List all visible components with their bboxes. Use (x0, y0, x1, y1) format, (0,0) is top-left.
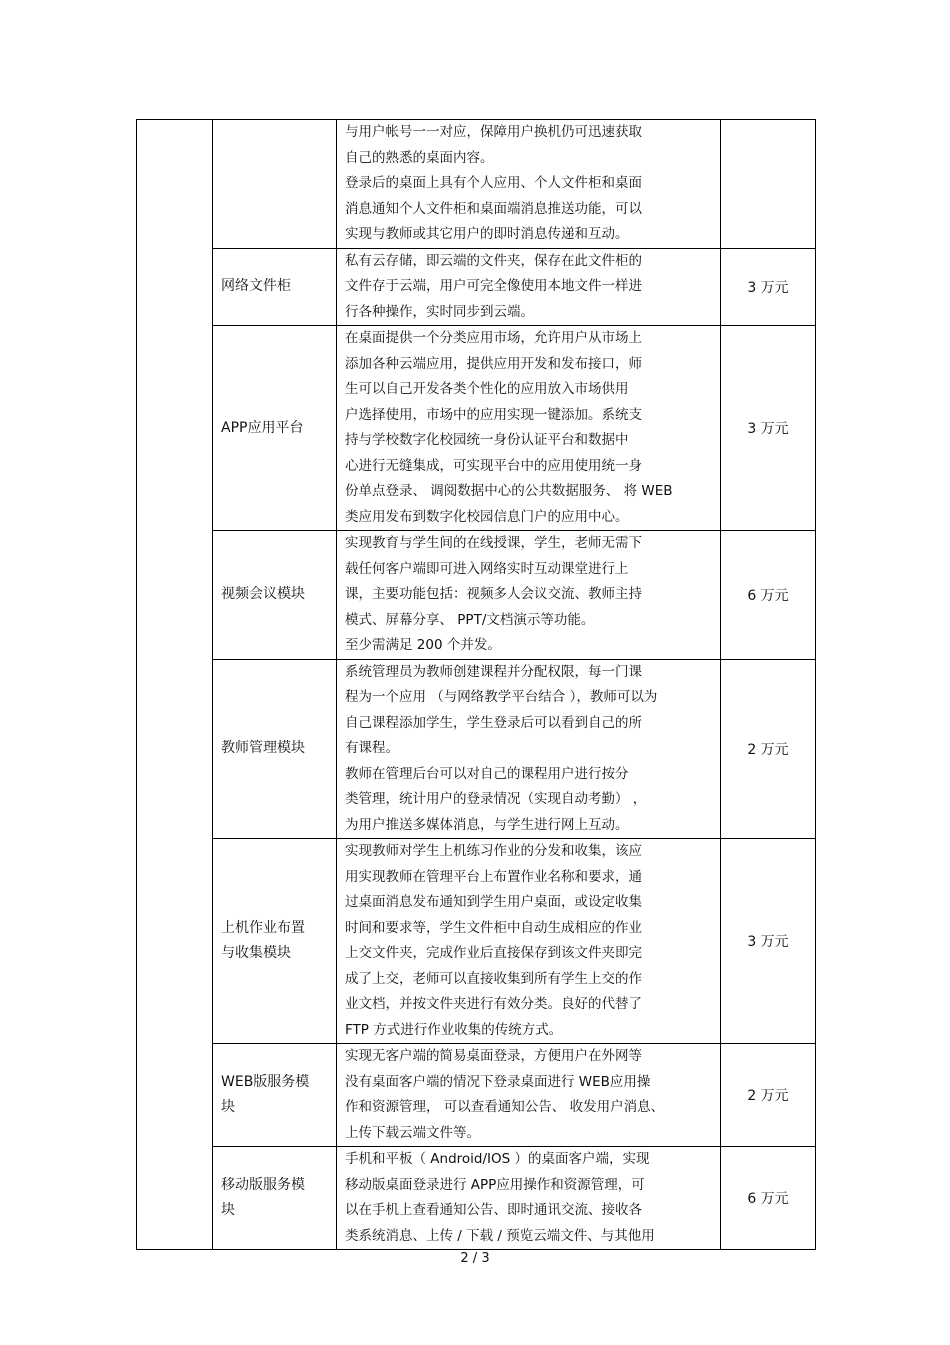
description-line: 心进行无缝集成，可实现平台中的应用使用统一身 (345, 457, 642, 474)
description-line: 实现教育与学生间的在线授课，学生，老师无需下 (345, 535, 642, 551)
description-line: 自己课程添加学生，学生登录后可以看到自己的所 (345, 714, 642, 731)
description-line: 系统管理员为教师创建课程并分配权限，每一门课 (345, 663, 642, 680)
description-line: 私有云存储，即云端的文件夹，保存在此文件柜的 (345, 252, 642, 269)
description-line: 自己的熟悉的桌面内容。 (345, 149, 494, 166)
table-row (137, 531, 816, 660)
description-line: 至少需满足 200 个并发。 (345, 637, 501, 653)
module-name-line: 与收集模块 (221, 945, 291, 961)
description-line: 消息通知个人文件柜和桌面端消息推送功能，可以 (345, 200, 642, 217)
module-price (721, 120, 816, 249)
module-price: 2 万元 (721, 1044, 816, 1147)
description-line: 类系统消息、上传 / 下载 / 预览云端文件、与其他用 (345, 1227, 655, 1244)
description-line: 生可以自己开发各类个性化的应用放入市场供用 (345, 381, 629, 397)
description-line: 添加各种云端应用，提供应用开发和发布接口，师 (345, 355, 642, 372)
module-name (213, 839, 337, 1044)
description-line: 持与学校数字化校园统一身份认证平台和数据中 (345, 432, 629, 448)
description-line: 模式、屏幕分享、 PPT/文档演示等功能。 (345, 611, 595, 628)
description-line: 成了上交，老师可以直接收集到所有学生上交的作 (345, 970, 642, 987)
description-line: 户选择使用，市场中的应用实现一键添加。系统支 (345, 406, 642, 423)
description-line: 以在手机上查看通知公告、即时通讯交流、接收各 (345, 1202, 642, 1218)
module-name (213, 326, 337, 531)
description-line: 没有桌面客户端的情况下登录桌面进行 WEB应用操 (345, 1073, 651, 1090)
spec-table (136, 119, 816, 1250)
description-line: 与用户帐号一一对应，保障用户换机仍可迅速获取 (345, 124, 642, 140)
description-line: 份单点登录、 调阅数据中心的公共数据服务、 将 WEB (345, 483, 673, 499)
module-description (337, 659, 721, 839)
description-line: 有课程。 (345, 740, 399, 756)
module-name-line: WEB版服务模 (221, 1074, 310, 1090)
module-name (213, 659, 337, 839)
module-description (337, 120, 721, 249)
description-line: 上传下载云端文件等。 (345, 1124, 480, 1141)
description-line: 时间和要求等，学生文件柜中自动生成相应的作业 (345, 919, 642, 936)
module-name-line: 视频会议模块 (221, 586, 305, 603)
description-line: 文件存于云端，用户可完全像使用本地文件一样进 (345, 278, 642, 294)
module-name-line: 块 (221, 1202, 235, 1218)
description-line: 移动版桌面登录进行 APP应用操作和资源管理，可 (345, 1176, 645, 1193)
table-row (137, 326, 816, 531)
module-description (337, 248, 721, 326)
description-line: 过桌面消息发布通知到学生用户桌面，或设定收集 (345, 894, 642, 910)
description-line: 用实现教师在管理平台上布置作业名称和要求，通 (345, 868, 642, 885)
module-description (337, 839, 721, 1044)
description-line: 载任何客户端即可进入网络实时互动课堂进行上 (345, 560, 629, 577)
page-number: 2 / 3 (460, 1251, 490, 1266)
module-name-line: 教师管理模块 (221, 740, 305, 757)
description-line: 课，主要功能包括：视频多人会议交流、教师主持 (345, 586, 642, 602)
module-name (213, 1147, 337, 1250)
module-name-line: 上机作业布置 (221, 920, 305, 936)
table-row (137, 120, 816, 249)
description-line: FTP 方式进行作业收集的传统方式。 (345, 1021, 563, 1038)
module-price: 6 万元 (721, 1147, 816, 1250)
description-line: 类管理，统计用户的登录情况（实现自动考勤） ， (345, 791, 647, 807)
module-name (213, 531, 337, 660)
table-row (137, 839, 816, 1044)
description-line: 实现与教师或其它用户的即时消息传递和互动。 (345, 226, 629, 242)
description-line: 上交文件夹，完成作业后直接保存到该文件夹即完 (345, 945, 642, 961)
description-line: 作和资源管理， 可以查看通知公告、 收发用户消息、 (345, 1099, 665, 1115)
module-price: 3 万元 (721, 326, 816, 531)
table-row (137, 659, 816, 839)
description-line: 教师在管理后台可以对自己的课程用户进行按分 (345, 765, 629, 782)
table-row (137, 1044, 816, 1147)
table-row (137, 1147, 816, 1250)
module-price: 2 万元 (721, 659, 816, 839)
module-price: 6 万元 (721, 531, 816, 660)
description-line: 类应用发布到数字化校园信息门户的应用中心。 (345, 508, 629, 525)
description-line: 为用户推送多媒体消息，与学生进行网上互动。 (345, 816, 629, 833)
module-description (337, 1147, 721, 1250)
module-name (213, 120, 337, 249)
table-row (137, 248, 816, 326)
module-description (337, 326, 721, 531)
description-line: 手机和平板（ Android/IOS ）的桌面客户端，实现 (345, 1151, 650, 1167)
module-name-line: APP应用平台 (221, 419, 304, 436)
module-name-line: 块 (221, 1099, 235, 1115)
description-line: 实现无客户端的简易桌面登录，方便用户在外网等 (345, 1048, 642, 1064)
module-name (213, 1044, 337, 1147)
description-line: 实现教师对学生上机练习作业的分发和收集，该应 (345, 843, 642, 859)
module-description (337, 1044, 721, 1147)
description-line: 登录后的桌面上具有个人应用、个人文件柜和桌面 (345, 175, 642, 191)
module-name (213, 248, 337, 326)
spec-table-body (137, 120, 816, 1250)
module-name-line: 移动版服务模 (221, 1177, 305, 1193)
description-line: 在桌面提供一个分类应用市场，允许用户从市场上 (345, 330, 642, 346)
module-price: 3 万元 (721, 248, 816, 326)
description-line: 行各种操作，实时同步到云端。 (345, 303, 534, 320)
module-description (337, 531, 721, 660)
module-name-line: 网络文件柜 (221, 278, 291, 295)
description-line: 业文档，并按文件夹进行有效分类。良好的代替了 (345, 996, 642, 1012)
category-cell (137, 120, 213, 1250)
description-line: 程为一个应用 （与网络教学平台结合 ），教师可以为 (345, 689, 658, 705)
module-price: 3 万元 (721, 839, 816, 1044)
